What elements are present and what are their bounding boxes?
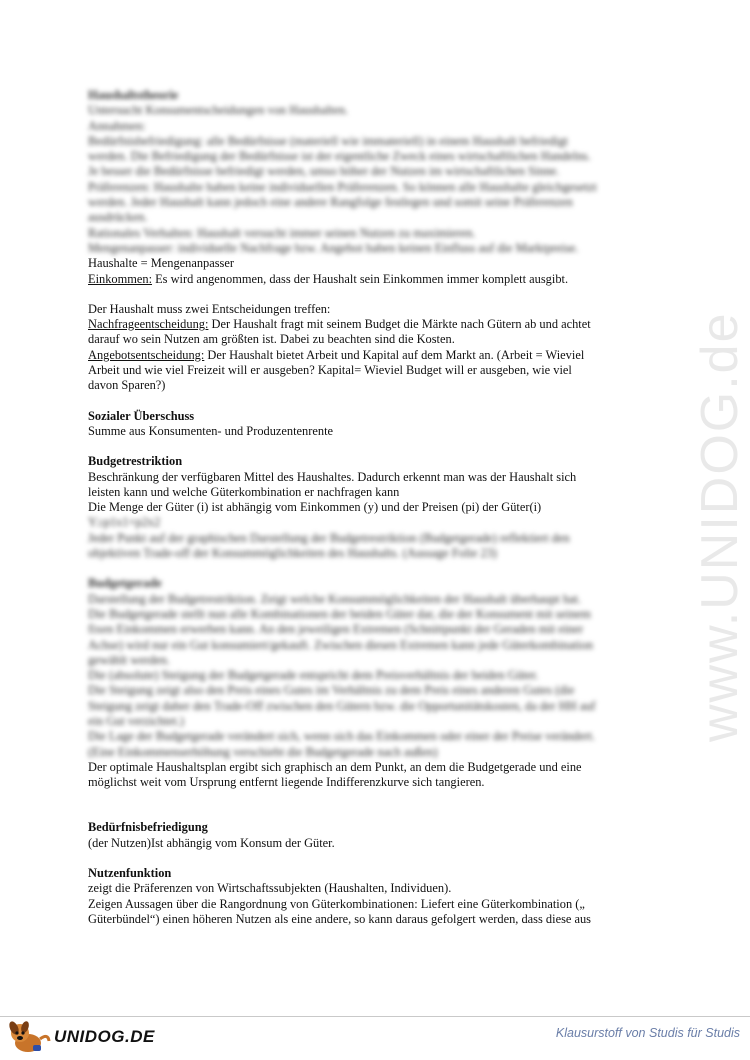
blurred-text-line: (Eine Einkommenserhöhung verschiebt die Budgetgerade nach außen)	[88, 744, 438, 759]
watermark-text: www.UNIDOG.de	[691, 311, 749, 742]
text-fragment: Der Haushalt fragt mit seinem Budget die Märkte nach Gütern ab und achtet	[208, 317, 591, 332]
blurred-text-line: Je besser die Bedürfnisse befriedigt werden, umso höher der Nutzen im wirtschaftlichen Sinne.	[88, 164, 560, 179]
term-angebotsentscheidung: Angebotsentscheidung:	[88, 347, 205, 362]
blurred-text-line: Die Steigung zeigt also den Preis eines Gutes im Verhältnis zu dem Preis eines anderen Gutes (die	[88, 683, 575, 698]
text-line: leisten kann und welche Güterkombination er nachfragen kann	[88, 484, 400, 499]
term-nachfrageentscheidung: Nachfrageentscheidung:	[88, 317, 209, 332]
text-line: Der Haushalt muss zwei Entscheidungen treffen:	[88, 301, 331, 316]
blurred-text-line: werden. Jeder Haushalt kann jedoch eine andere Rangfolge festlegen und somit seine Präferenzen	[88, 195, 573, 210]
text-fragment: Der Haushalt bietet Arbeit und Kapital auf dem Markt an. (Arbeit = Wieviel	[204, 347, 585, 362]
term-einkommen: Einkommen:	[88, 271, 153, 286]
blurred-text-line: Die Lage der Budgetgerade verändert sich, wenn sich das Einkommen oder einer der Preise verändert.	[88, 729, 596, 744]
blurred-text-line: objektiven Trade-off der Konsummöglichkeiten des Haushalts. (Aussage Folie 23)	[88, 546, 497, 561]
blurred-heading: Haushaltstheorie	[88, 88, 179, 102]
text-line: darauf wo sein Nutzen am größten ist. Dabei zu beachten sind die Kosten.	[88, 332, 455, 347]
text-line: möglichst weit vom Ursprung entfernt liegende Indifferenzkurve sich tangieren.	[88, 775, 485, 790]
text-line: zeigt die Präferenzen von Wirtschaftssubjekten (Haushalten, Individuen).	[88, 881, 452, 896]
blurred-text-line: ausdrücken.	[88, 210, 148, 225]
heading-nutzenfunktion: Nutzenfunktion	[88, 866, 172, 881]
blurred-text-line: Mengenanpasser: individuelle Nachfrage bzw. Angebot haben keinen Einfluss auf die Marktpreise.	[88, 240, 579, 255]
text-line-angebot	[88, 348, 658, 363]
blurred-text-line: Jeder Punkt auf der graphischen Darstellung der Budgetrestriktion (Budgetgerade) reflektiert den	[88, 530, 570, 545]
text-line: Beschränkung der verfügbaren Mittel des Haushaltes. Dadurch erkennt man was der Haushalt sich	[88, 469, 577, 484]
blurred-section-haushaltstheorie	[88, 88, 658, 256]
blurred-text-line: fixen Einkommen erwerben kann. An den jeweiligen Extremen (Schnittpunkt der Geraden mit einer	[88, 622, 584, 637]
heading-sozialer-ueberschuss: Sozialer Überschuss	[88, 408, 195, 423]
blurred-text-line: ein Gut verzichtet.)	[88, 713, 184, 728]
text-fragment: Es wird angenommen, dass der Haushalt sein Einkommen immer komplett ausgibt.	[152, 271, 569, 286]
text-line-einkommen	[88, 272, 658, 287]
blurred-heading: Budgetgerade	[88, 576, 162, 591]
text-line: Zeigen Aussagen über die Rangordnung von Güterkombinationen: Liefert eine Güterkombination („	[88, 896, 585, 911]
blurred-text-line: Bedürfnisbefriedigung: alle Bedürfnisse (materiell wie immateriell) in einem Haushalt befriedigt	[88, 133, 568, 148]
heading-beduerfnisbefriedigung: Bedürfnisbefriedigung	[88, 820, 208, 835]
footer-tagline: Klausurstoff von Studis für Studis	[555, 1026, 740, 1040]
blurred-text-line: Y≥p1x1+p2x2	[88, 515, 161, 530]
blurred-text-line: Die (absolute) Steigung der Budgetgerade entspricht dem Preisverhältnis der beiden Güter.	[88, 668, 539, 683]
document-body	[88, 88, 658, 927]
blurred-text-line: Annahmen:	[88, 118, 146, 133]
blurred-text-line: Die Budgetgerade stellt nun alle Kombinationen der beiden Güter dar, die der Konsument mit seinem	[88, 606, 591, 621]
blurred-text-line: Darstellung der Budgetrestriktion. Zeigt welche Konsummöglichkeiten der Haushalt überhaupt hat.	[88, 591, 582, 606]
text-line: (der Nutzen)Ist abhängig vom Konsum der Güter.	[88, 835, 335, 850]
logo-text: UNIDOG.DE	[54, 1027, 155, 1046]
text-line: Güterbündel“) einen höheren Nutzen als eine andere, so kann daraus gefolgert werden, dass diese aus	[88, 911, 592, 926]
heading-budgetrestriktion: Budgetrestriktion	[88, 454, 183, 469]
unidog-logo[interactable]	[6, 1018, 155, 1056]
blurred-text-line: Achse) wird nur ein Gut konsumiert/gekauft. Zwischen diesen Extremen kann jede Güterkombination	[88, 637, 594, 652]
blurred-section-formel	[88, 515, 658, 561]
text-line: Der optimale Haushaltsplan ergibt sich graphisch an dem Punkt, an dem die Budgetgerade und eine	[88, 759, 582, 774]
text-line: Haushalte = Mengenanpasser	[88, 256, 234, 271]
watermark	[690, 272, 750, 742]
blurred-text-line: Rationales Verhalten: Haushalt versucht immer seinen Nutzen zu maximieren.	[88, 225, 476, 240]
blurred-text-line: Präferenzen: Haushalte haben keine individuellen Präferenzen. So können alle Haushalte gleichgesetzt	[88, 179, 597, 194]
blurred-text-line: Untersucht Konsumentscheidungen von Haushalten.	[88, 103, 349, 118]
dog-mascot-icon	[6, 1019, 52, 1055]
blurred-text-line: werden. Die Befriedigung der Bedürfnisse ist der eigentliche Zweck eines wirtschaftlichen Handelns.	[88, 149, 591, 164]
text-line: davon Sparen?)	[88, 378, 166, 393]
text-line: Summe aus Konsumenten- und Produzentenrente	[88, 423, 334, 438]
text-line: Die Menge der Güter (i) ist abhängig vom Einkommen (y) und der Preisen (pi) der Güter(i)	[88, 500, 542, 515]
blurred-section-budgetgerade	[88, 576, 658, 760]
footer-divider	[0, 1016, 750, 1017]
blurred-text-line: gewählt werden.	[88, 652, 170, 667]
blurred-text-line: Steigung zeigt daher den Trade-Off zwischen den Gütern bzw. die Opportunitätskosten, da der HH auf	[88, 698, 596, 713]
text-line-nachfrage	[88, 317, 658, 332]
text-line: Arbeit und wie viel Freizeit will er ausgeben? Kapital= Wieviel Budget will er ausgeben, wie viel	[88, 363, 572, 378]
